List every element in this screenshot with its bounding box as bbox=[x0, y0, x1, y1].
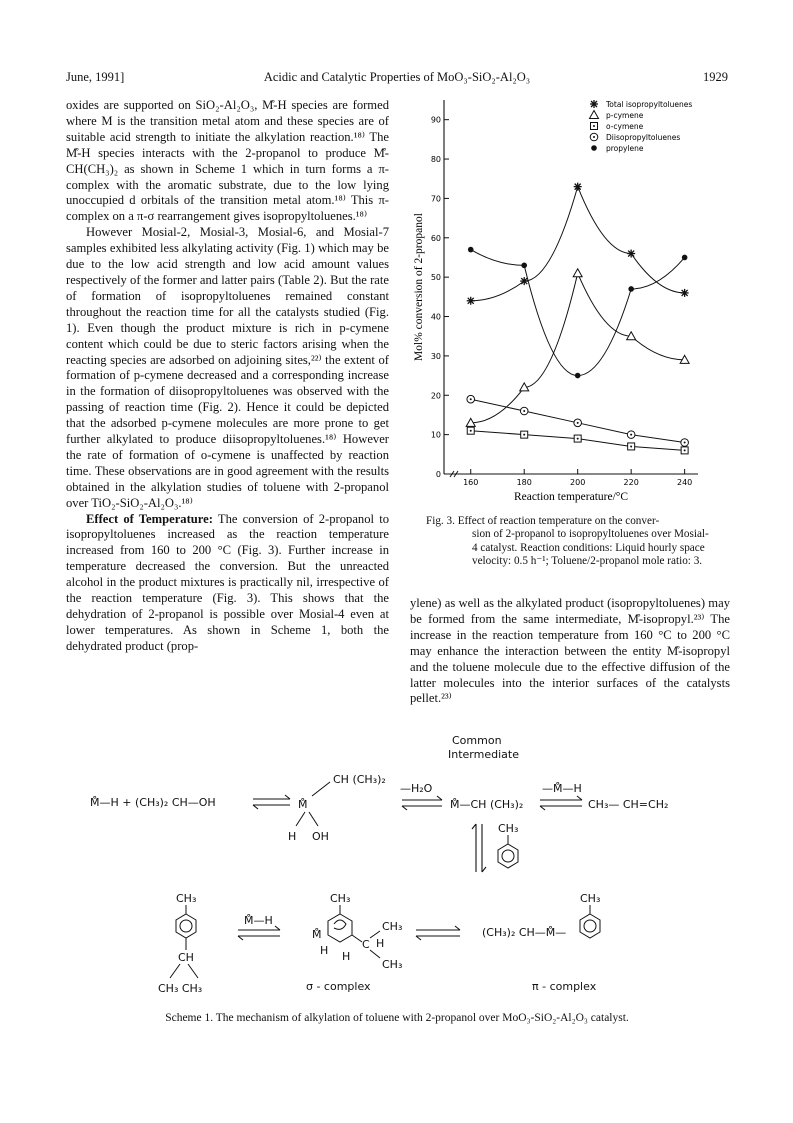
scheme-1 bbox=[90, 728, 730, 1010]
pi-complex-ring-icon bbox=[580, 905, 600, 938]
equilibrium-arrow bbox=[238, 926, 280, 940]
caption-line: sion of 2-propanol to isopropyltoluenes over Mosial- bbox=[472, 528, 709, 541]
series-line-triangle bbox=[471, 273, 685, 423]
sigma-ch3-top: CH₃ bbox=[382, 920, 403, 933]
y-tick-label: 20 bbox=[430, 391, 441, 401]
toluene-ring-icon bbox=[498, 835, 518, 868]
legend-label: p-cymene bbox=[606, 111, 644, 120]
caption-line: 4 catalyst. Reaction conditions: Liquid hourly space bbox=[472, 541, 705, 554]
page-number: 1929 bbox=[703, 70, 728, 84]
sigma-h1: H bbox=[320, 944, 329, 957]
data-point-dot bbox=[628, 286, 634, 292]
common-label: Common bbox=[452, 734, 502, 747]
pi-methyl: CH₃ bbox=[580, 892, 601, 905]
metal-center: M̊ bbox=[298, 798, 308, 811]
sigma-h2: H bbox=[342, 950, 351, 963]
product-methine: CH bbox=[178, 951, 194, 964]
y-tick-label: 0 bbox=[435, 470, 441, 479]
right-column bbox=[410, 596, 730, 707]
benzene-ring-icon bbox=[170, 905, 198, 978]
y-tick-label: 10 bbox=[430, 430, 441, 440]
minus-mh-label: M̊—H bbox=[244, 914, 273, 927]
y-tick-label: 50 bbox=[430, 273, 441, 283]
line-chart bbox=[398, 90, 738, 510]
toluene-methyl: CH₃ bbox=[498, 822, 519, 835]
header-title: Acidic and Catalytic Properties of MoO₃-SiO₂-Al₂O₃ bbox=[263, 70, 531, 84]
caption-line: Fig. 3. Effect of reaction temperature on the conver- bbox=[426, 515, 660, 527]
y-tick-label: 70 bbox=[430, 194, 441, 204]
product-methyl: CH₃ bbox=[176, 892, 197, 905]
sigma-complex-label: σ - complex bbox=[306, 980, 371, 993]
data-point-square-dot-center bbox=[523, 434, 525, 436]
propylene-formula: CH₃— CH=CH₂ bbox=[588, 798, 669, 811]
equilibrium-arrow bbox=[540, 796, 582, 810]
y-tick-label: 40 bbox=[430, 312, 441, 322]
x-tick-label: 200 bbox=[570, 478, 586, 487]
data-point-dot bbox=[682, 255, 688, 261]
scheme-caption: Scheme 1. The mechanism of alkylation of toluene with 2-propanol over MoO₃-SiO₂-Al₂O₃ catalyst. bbox=[165, 1012, 629, 1024]
data-point-circle-dot-center bbox=[630, 434, 632, 436]
data-point-star bbox=[574, 183, 582, 191]
data-point-dot bbox=[575, 373, 581, 379]
metal-isopropyl-intermediate: M̊—CH (CH₃)₂ bbox=[450, 798, 524, 811]
data-point-dot bbox=[468, 247, 474, 253]
hydroxyl-label: OH bbox=[312, 830, 329, 843]
legend-marker-dot bbox=[591, 145, 597, 151]
sigma-carbon: C bbox=[362, 938, 370, 951]
pi-complex-formula: (CH₃)₂ CH—M̊— bbox=[482, 926, 567, 939]
section-text: The conversion of 2-propanol to isopropyltoluenes increased as the reaction temperature increased from 160 to 200 °C (Fig. 3). Further increase in temperature decreased the conversion. But the unreacted alcohol in the product mixtures is practically nil, irrespective of the reaction temperature (Fig. 3). This shows that the dehydration of 2-propanol is possible over Mosial-4 even at lower temperatures. As shown in Scheme 1, both the dehydrated product (prop- bbox=[66, 511, 389, 653]
data-point-triangle bbox=[573, 269, 582, 277]
data-point-circle-dot-center bbox=[684, 442, 686, 444]
data-point-square-dot-center bbox=[684, 449, 686, 451]
sigma-methyl: CH₃ bbox=[330, 892, 351, 905]
page-header bbox=[66, 70, 728, 86]
equilibrium-arrow bbox=[416, 926, 460, 940]
legend-marker-triangle bbox=[590, 111, 599, 119]
isopropyl-group: CH (CH₃)₂ bbox=[333, 773, 386, 786]
sigma-h: H bbox=[376, 937, 385, 950]
x-tick-label: 160 bbox=[463, 478, 479, 487]
y-tick-label: 60 bbox=[430, 233, 441, 243]
legend-label: o-cymene bbox=[606, 122, 644, 131]
legend-marker-star bbox=[590, 100, 598, 108]
data-point-square-dot-center bbox=[470, 430, 472, 432]
legend-label: propylene bbox=[606, 144, 644, 153]
effect-of-temperature-paragraph bbox=[66, 512, 389, 655]
y-tick-label: 90 bbox=[430, 115, 441, 125]
y-tick-label: 80 bbox=[430, 155, 441, 165]
equilibrium-arrow bbox=[402, 796, 442, 810]
data-point-star bbox=[467, 297, 475, 305]
x-axis-label: Reaction temperature/°C bbox=[513, 491, 629, 503]
data-point-circle-dot-center bbox=[577, 422, 579, 424]
data-point-square-dot-center bbox=[577, 438, 579, 440]
legend-label: Total isopropyltoluenes bbox=[606, 100, 693, 109]
data-point-star bbox=[627, 250, 635, 258]
data-point-circle-dot-center bbox=[523, 410, 525, 412]
sigma-complex-ring-icon bbox=[328, 905, 380, 958]
y-axis-label: Mol% conversion of 2-propanol bbox=[413, 213, 425, 361]
legend-marker-square-dot-center bbox=[593, 125, 595, 127]
data-point-star bbox=[681, 289, 689, 297]
paragraph: ylene) as well as the alkylated product (isopropyltoluenes) may be formed from the same intermediate, M̊-isopropyl.²³⁾ The increase in the reaction temperature from 160 °C to 200 °C may enhance the interaction between the entity M̊-isopropyl and the toluene molecule due to the effective diffusion of the latter molecules into the interior surfaces of the catalysts pellet.²³⁾ bbox=[410, 596, 730, 706]
section-heading: Effect of Temperature: bbox=[86, 511, 213, 526]
minus-water-label: —H₂O bbox=[400, 782, 433, 795]
x-tick-label: 180 bbox=[516, 478, 532, 487]
sigma-metal: M̊ bbox=[312, 928, 322, 941]
data-point-circle-dot-center bbox=[470, 398, 472, 400]
left-column bbox=[66, 98, 389, 655]
sigma-ch3-bottom: CH₃ bbox=[382, 958, 403, 971]
pi-complex-label: π - complex bbox=[532, 980, 597, 993]
legend-marker-circle-dot-center bbox=[593, 136, 595, 138]
reactants-formula: M̊—H + (CH₃)₂ CH—OH bbox=[90, 796, 216, 809]
equilibrium-arrow bbox=[253, 795, 290, 809]
reaction-scheme bbox=[90, 728, 730, 1010]
product-methyls: CH₃ CH₃ bbox=[158, 982, 203, 995]
vertical-equilibrium-arrow bbox=[472, 824, 486, 872]
x-tick-label: 240 bbox=[676, 478, 693, 487]
minus-mh-label: —M̊—H bbox=[542, 782, 582, 795]
paragraph: oxides are supported on SiO₂-Al₂O₃, M̊-H species are formed where M is the transition metal atom and these species are of suitable acid strength to initiate the alkylation reaction.¹⁸⁾ The M̊-H species interacts with the 2-propanol to produce M̊-CH(CH₃)₂ as shown in Scheme 1 which in turn forms a π-complex with the aromatic substrate, due to the low lying unoccupied d orbitals of the transition metal atom.¹⁸⁾ This π-complex on a π-σ rearrangement gives isopropyltoluenes.¹⁸⁾ bbox=[66, 98, 389, 224]
data-point-dot bbox=[521, 263, 527, 269]
caption-line: velocity: 0.5 h⁻¹; Toluene/2-propanol mole ratio: 3. bbox=[472, 554, 703, 567]
intermediate-label: Intermediate bbox=[448, 748, 519, 761]
figure-caption bbox=[426, 515, 726, 568]
legend-label: Diisopropyltoluenes bbox=[606, 133, 681, 142]
data-point-square-dot-center bbox=[630, 445, 632, 447]
hydrogen-label: H bbox=[288, 830, 297, 843]
header-date: June, 1991] bbox=[66, 70, 125, 84]
figure-3 bbox=[398, 90, 738, 510]
x-tick-label: 220 bbox=[623, 478, 639, 487]
y-tick-label: 30 bbox=[430, 351, 441, 361]
paragraph: However Mosial-2, Mosial-3, Mosial-6, and Mosial-7 samples exhibited less alkylating activity (Fig. 1) which may be due to the low acid strength and low acid amount values respectively of the former and latter pairs (Table 2). But the rate of formation of isopropyltoluenes remained constant throughout the reaction time for all the catalysts studied (Fig. 1). Even though the product mixture is rich in p-cymene content which could be due to steric factors arising when the reacting species are adsorbed on adjoining sites,²²⁾ the extent of formation of p-cymene decreased and a corresponding increase in the formation of diisopropyltoluenes was observed with the passing of reaction time (Fig. 2). Hence it could be depicted that the adsorbed p-cymene molecules are more prone to get further alkylated to produce diisopropyltoluenes.¹⁸⁾ However the rate of formation of o-cymene is unaffected by reaction time. These observations are in good agreement with the results obtained in the alkylation studies of toluene with 2-propanol over TiO₂-SiO₂-Al₂O₃.¹⁸⁾ bbox=[66, 225, 389, 510]
